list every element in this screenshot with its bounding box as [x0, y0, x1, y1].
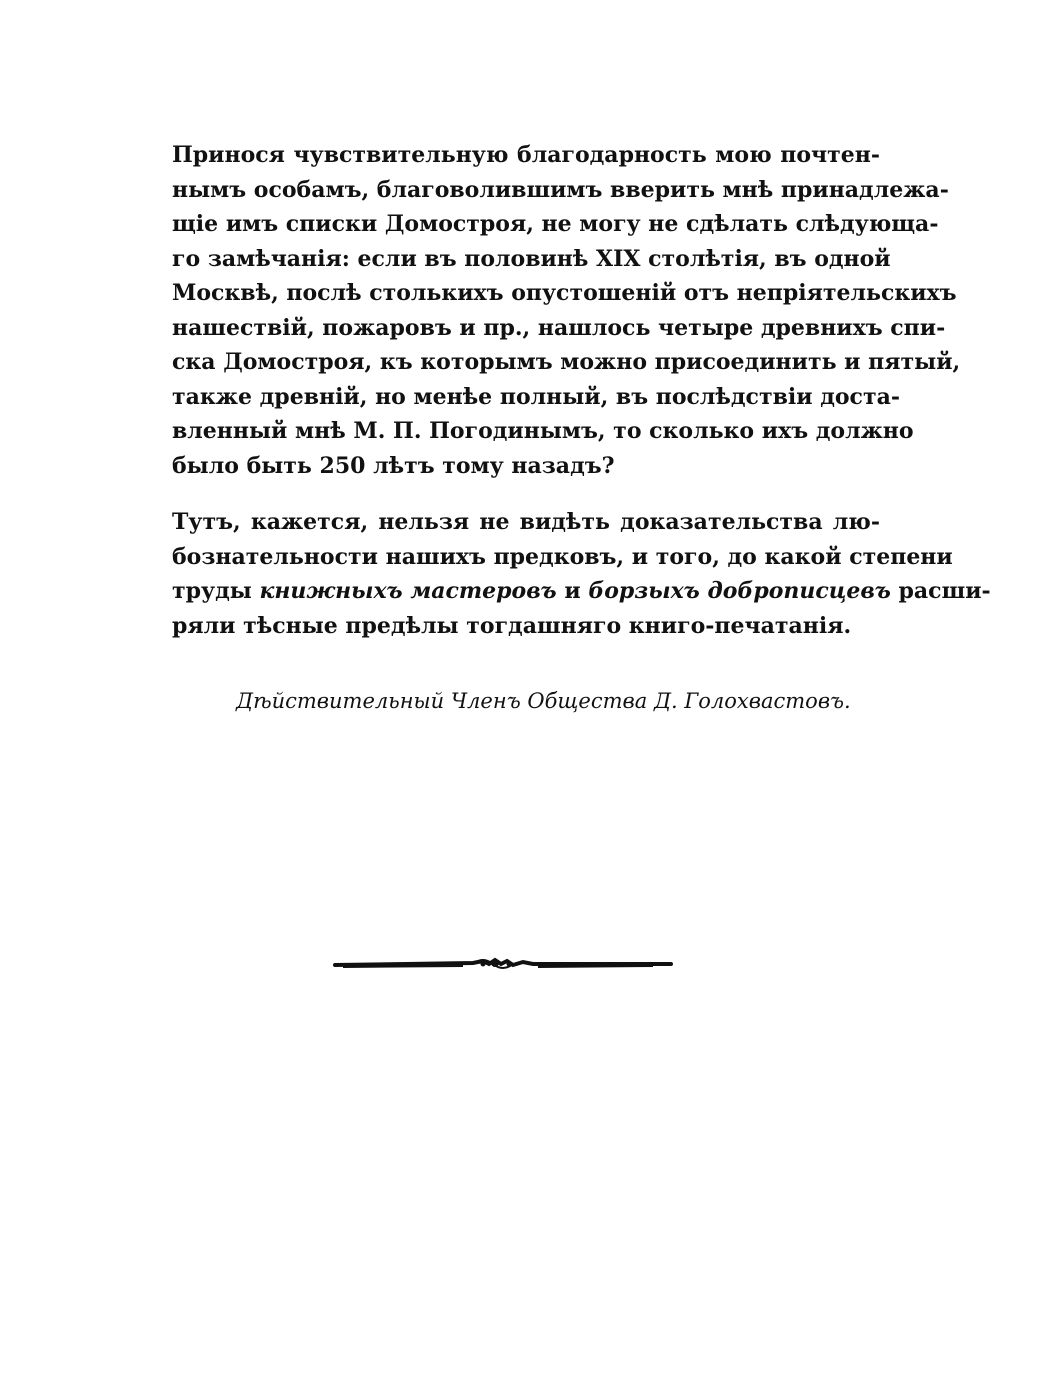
text-line: бознательности нашихъ предковъ, и того, до какой степени [172, 543, 953, 570]
signature: Дѣйствительный Членъ Общества Д. Голохвастовъ. [236, 689, 851, 713]
text-line: ска Домостроя, къ которымъ можно присоединить и пятый, [172, 349, 961, 375]
text-line: нашествій, пожаровъ и пр., нашлось четыре древнихъ спи- [172, 314, 946, 341]
text-line: Принося чувствительную благодарность мою почтен- [172, 142, 880, 168]
text-segment: расши- [890, 578, 991, 604]
text-line-mixed [172, 574, 991, 609]
italic-phrase-book-masters: книжныхъ мастеровъ [259, 578, 557, 604]
paragraph-gratitude [172, 138, 961, 483]
text-line: Москвѣ, послѣ столькихъ опустошеній отъ непріятельскихъ [172, 280, 957, 306]
text-line: было быть 250 лѣтъ тому назадъ? [172, 452, 615, 479]
text-line: также древній, но менѣе полный, въ послѣдствіи доста- [172, 383, 900, 410]
text-segment: труды [172, 578, 260, 604]
text-line: го замѣчанія: если въ половинѣ XIX столѣтія, въ одной [172, 245, 891, 272]
text-line: нымъ особамъ, благоволившимъ вверить мнѣ принадлежа- [172, 176, 949, 203]
text-segment: и [556, 578, 589, 604]
text-line: щіе имъ списки Домостроя, не могу не сдѣлать слѣдующа- [172, 211, 939, 237]
decorative-rule-icon [333, 952, 673, 976]
text-line: Тутъ, кажется, нельзя не видѣть доказательства лю- [172, 509, 880, 535]
paragraph-curiosity [172, 505, 991, 643]
italic-phrase-scribes: борзыхъ доброписцевъ [588, 578, 891, 604]
text-line: вленный мнѣ М. П. Погодинымъ, то сколько ихъ должно [172, 418, 914, 444]
text-line: ряли тѣсные предѣлы тогдашняго книго-печатанія. [172, 612, 852, 639]
